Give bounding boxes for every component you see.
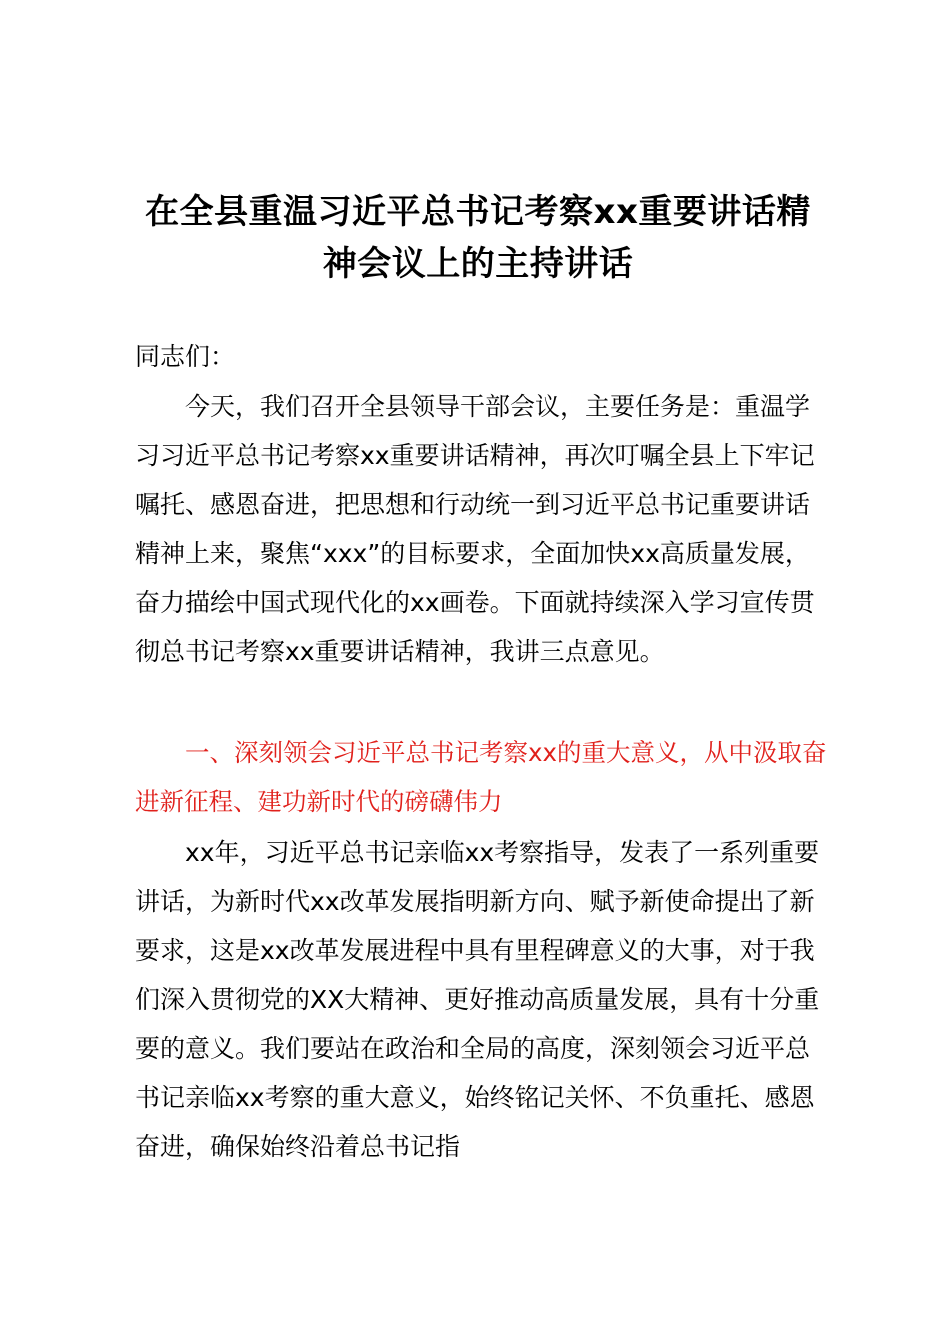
paragraph-intro: 今天，我们召开全县领导干部会议，主要任务是：重温学习习近平总书记考察xx重要讲话精神，再次叮嘱全县上下牢记嘱托、感恩奋进，把思想和行动统一到习近平总书记重要讲话精神上来，聚焦“xxx”的目标要求，全面加快xx高质量发展，奋力描绘中国式现代化的xx画卷。下面就持续深入学习宣传贯彻总书记考察xx重要讲话精神，我讲三点意见。 [135,392,815,666]
document-title: 在全县重温习近平总书记考察xx重要讲话精神会议上的主持讲话 [145,192,811,284]
paragraph-section-one: xx年，习近平总书记亲临xx考察指导，发表了一系列重要讲话，为新时代xx改革发展指明新方向、赋予新使命提出了新要求，这是xx改革发展进程中具有里程碑意义的大事，对于我们深入贯彻党的XX大精神、更好推动高质量发展，具有十分重要的意义。我们要站在政治和全局的高度，深刻领会习近平总书记亲临xx考察的重大意义，始终铭记关怀、不负重托、感恩奋进，确保始终沿着总书记指 [135,838,820,1161]
salutation: 同志们： [135,342,236,371]
section-heading: 一、深刻领会习近平总书记考察xx的重大意义，从中汲取奋进新征程、建功新时代的磅礴伟力 [135,738,827,816]
